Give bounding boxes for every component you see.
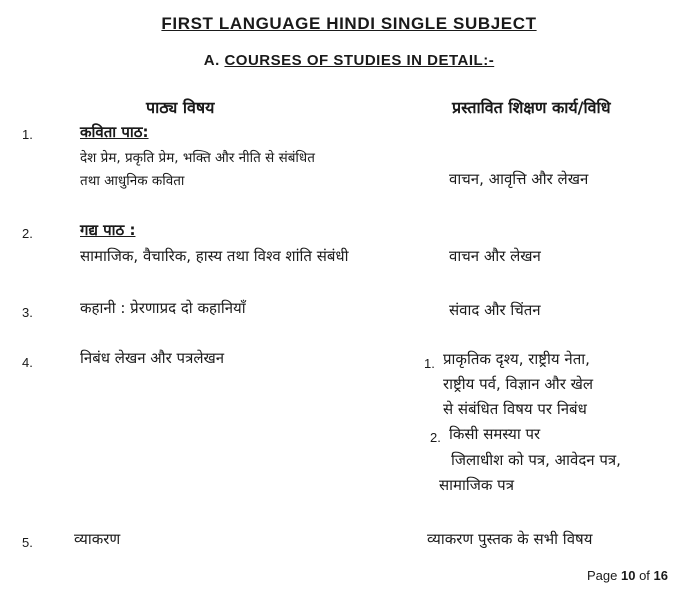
method-line: से संबंधित विषय पर निबंध — [443, 400, 587, 418]
row-heading: गद्य पाठ : — [80, 221, 136, 239]
section-letter: A. — [203, 52, 220, 69]
row-heading: कविता पाठ: — [80, 123, 149, 141]
method-subnumber: 1. — [424, 356, 435, 371]
page-label: Page — [586, 568, 618, 583]
page-number — [587, 568, 668, 583]
row-text: निबंध लेखन और पत्रलेखन — [80, 349, 225, 367]
method-line: प्राकृतिक दृश्य, राष्ट्रीय नेता, — [443, 350, 590, 368]
row-method: वाचन और लेखन — [449, 247, 541, 265]
column-header-method: प्रस्तावित शिक्षण कार्य/विधि — [452, 98, 611, 117]
row-method: व्याकरण पुस्तक के सभी विषय — [427, 530, 593, 548]
row-number: 4. — [22, 355, 33, 370]
row-text-line: सामाजिक, वैचारिक, हास्य तथा विश्व शांति संबंधी — [80, 247, 349, 265]
method-line: राष्ट्रीय पर्व, विज्ञान और खेल — [443, 375, 594, 393]
row-text-line: तथा आधुनिक कविता — [80, 173, 185, 189]
row-number: 3. — [22, 305, 33, 320]
method-line: किसी समस्या पर — [449, 425, 541, 443]
of-label: of — [639, 568, 650, 583]
row-number: 5. — [22, 535, 33, 550]
row-text-line: देश प्रेम, प्रकृति प्रेम, भक्ति और नीति से संबंधित — [80, 150, 315, 166]
row-method: संवाद और चिंतन — [449, 301, 541, 319]
section-heading — [0, 52, 698, 69]
row-number: 1. — [22, 127, 33, 142]
row-text: कहानी : प्रेरणाप्रद दो कहानियाँ — [80, 299, 246, 317]
current-page: 10 — [620, 568, 636, 583]
row-text: व्याकरण — [74, 530, 121, 548]
method-line: सामाजिक पत्र — [439, 476, 514, 494]
column-header-subject: पाठ्य विषय — [146, 98, 215, 117]
total-pages: 16 — [653, 568, 668, 583]
section-title: COURSES OF STUDIES IN DETAIL:- — [224, 52, 495, 69]
method-subnumber: 2. — [430, 430, 441, 445]
row-number: 2. — [22, 226, 33, 241]
document-title: FIRST LANGUAGE HINDI SINGLE SUBJECT — [161, 14, 537, 33]
row-method: वाचन, आवृत्ति और लेखन — [449, 170, 589, 188]
method-line: जिलाधीश को पत्र, आवेदन पत्र, — [451, 451, 621, 469]
